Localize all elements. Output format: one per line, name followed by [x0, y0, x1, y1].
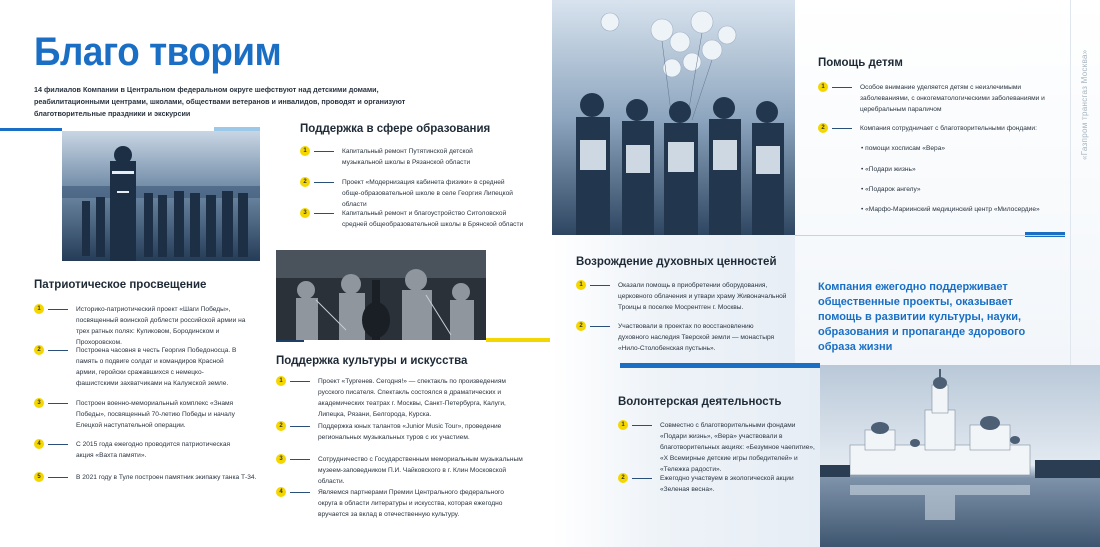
list-item-text: Сотрудничество с Государственным мемориальным музыкальным музеем-заповедником П.И. Чайковского в г. Клин Московской области. [318, 456, 523, 485]
number-marker: 1 [34, 304, 44, 314]
list-item-text: Участвовали в проектах по восстановлению духовного наследия Тверской земли — монастыря «Нило-Столобенская пустынь». [618, 323, 775, 352]
section-title-culture: Поддержка культуры и искусства [276, 355, 468, 367]
list-item-text: Поддержка юных талантов «Junior Music Tour», проведение региональных музыкальных туров с их участием. [318, 423, 502, 441]
decor-bar-navy [276, 340, 304, 342]
list-item [300, 177, 540, 210]
connector-line [832, 87, 852, 88]
list-item [300, 146, 540, 168]
decor-bar-navy [795, 235, 1065, 236]
list-item [276, 376, 536, 420]
connector-line [48, 350, 68, 351]
number-marker: 5 [34, 472, 44, 482]
list-item [276, 487, 536, 520]
list-item [818, 82, 1058, 115]
list-item-text: В 2021 году в Туле построен памятник экипажу танка Т-34. [76, 474, 257, 481]
vertical-company-label: «Газпром трансгаз Москва» [1080, 49, 1089, 160]
decor-bar-yellow [486, 338, 550, 342]
number-marker: 4 [276, 487, 286, 497]
number-marker: 1 [276, 376, 286, 386]
number-marker: 1 [618, 420, 628, 430]
number-marker: 3 [276, 454, 286, 464]
connector-line [314, 182, 334, 183]
list-item [576, 280, 806, 313]
section-title-spiritual: Возрождение духовных ценностей [576, 256, 777, 268]
photo-soldiers [62, 131, 260, 261]
list-item-text: Капитальный ремонт и благоустройство Ситоловской средней общеобразовательной школы в Брянской области [342, 210, 524, 228]
connector-line [290, 381, 310, 382]
number-marker: 2 [818, 123, 828, 133]
fund-item: • «Марфо-Мариинский медицинский центр «Милосердие» [861, 206, 1040, 213]
list-item-text: Капитальный ремонт Путятинской детской музыкальной школы в Рязанской области [342, 148, 473, 166]
photo-orchestra [276, 250, 486, 340]
connector-line [48, 403, 68, 404]
number-marker: 1 [300, 146, 310, 156]
list-item [34, 398, 264, 431]
fund-item: • помощи хосписам «Вера» [861, 145, 946, 152]
list-item-text: Являемся партнерами Премии Центрального федерального округа в области литературы и искусства, которая ежегодно вручается за вклад в отечественную культуру. [318, 489, 504, 518]
list-item [34, 472, 284, 483]
number-marker: 1 [576, 280, 586, 290]
number-marker: 1 [818, 82, 828, 92]
number-marker: 3 [34, 398, 44, 408]
fund-item: • «Подарок ангелу» [861, 186, 921, 193]
connector-line [832, 128, 852, 129]
connector-line [48, 444, 68, 445]
connector-line [314, 213, 334, 214]
list-item [34, 439, 264, 461]
page-title: Благо творим [34, 30, 282, 74]
connector-line [632, 425, 652, 426]
highlight-statement: Компания ежегодно поддерживает общественные проекты, оказывает помощь в развитии культуры, науки, образования и пропаганде здорового образа жизни [818, 281, 1026, 353]
connector-line [48, 477, 68, 478]
connector-line [290, 426, 310, 427]
connector-line [290, 459, 310, 460]
list-item [34, 304, 264, 348]
section-title-education: Поддержка в сфере образования [300, 123, 491, 135]
list-item-text: Оказали помощь в приобретении оборудования, церковного облачения и утвари храму Живоначальной Троицы в поселке Мосрентген г. Москвы. [618, 282, 787, 311]
list-item-text: Ежегодно участвуем в экологической акции «Зеленая весна». [660, 475, 794, 493]
section-title-children: Помощь детям [818, 57, 903, 69]
connector-line [314, 151, 334, 152]
number-marker: 2 [576, 321, 586, 331]
list-item [818, 123, 1058, 134]
photo-children [552, 0, 795, 235]
number-marker: 2 [300, 177, 310, 187]
list-item [618, 420, 818, 475]
section-title-patriotic: Патриотическое просвещение [34, 279, 207, 291]
connector-line [590, 326, 610, 327]
fund-item: • «Подари жизнь» [861, 166, 916, 173]
connector-line [632, 478, 652, 479]
connector-line [48, 309, 68, 310]
number-marker: 2 [618, 473, 628, 483]
decor-bar-blue [0, 128, 62, 131]
list-item-text: Построена часовня в честь Георгия Победоносца. В память о подвиге солдат и командиров Красной армии, геройски сражавшихся с немецко-фашистскими захватчиками на Калужской земле. [76, 347, 237, 387]
list-item-text: Построен военно-мемориальный комплекс «Знамя Победы», посвященный 70-летию Победы и началу Елецкой наступательной операции. [76, 400, 235, 429]
number-marker: 2 [276, 421, 286, 431]
list-item [276, 421, 536, 443]
photo-monastery [820, 365, 1100, 547]
list-item [276, 454, 536, 487]
list-item-text: Компания сотрудничает с благотворительными фондами: [860, 125, 1037, 132]
list-item-text: С 2015 года ежегодно проводится патриотическая акция «Вахта памяти». [76, 441, 231, 459]
list-item [300, 208, 540, 230]
list-item [34, 345, 264, 389]
decor-bar-blue [620, 363, 820, 368]
intro-text: 14 филиалов Компании в Центральном федеральном округе шефствуют над детскими домами, реабилитационными центрами, школами, обществами ветеранов и инвалидов, проводят и организуют благотворительные праздники и экскурсии [34, 85, 406, 118]
number-marker: 2 [34, 345, 44, 355]
list-item-text: Совместно с благотворительными фондами «Подари жизнь», «Вера» участвовали в благотворительных акциях: «Безумное чаепитие», «Х Всемирные детские игры победителей» и «Тележка радости». [660, 422, 815, 473]
list-item [618, 473, 818, 495]
list-item-text: Проект «Тургенев. Сегодня!» — спектакль по произведениям русского писателя. Спектакль состоялся в драматических и академических театрах г. Москвы, Санкт-Петербурга, Калуги, Липецка, Рязани, Белгорода, Курска. [318, 378, 506, 418]
section-title-volunteer: Волонтерская деятельность [618, 396, 782, 408]
connector-line [290, 492, 310, 493]
number-marker: 4 [34, 439, 44, 449]
list-item-text: Историко-патриотический проект «Шаги Победы», посвященный воинской доблести российской армии на трех ратных полях: Куликовом, Бородинском и Прохоровском. [76, 306, 246, 346]
number-marker: 3 [300, 208, 310, 218]
list-item [576, 321, 806, 354]
list-item-text: Проект «Модернизация кабинета физики» в средней обще-образовательной школе в селе Георгия Липецкой области [342, 179, 513, 208]
connector-line [590, 285, 610, 286]
list-item-text: Особое внимание уделяется детям с неизлечимыми заболеваниями, с онкогематологическими заболеваниями и церебральным параличом [860, 84, 1045, 113]
